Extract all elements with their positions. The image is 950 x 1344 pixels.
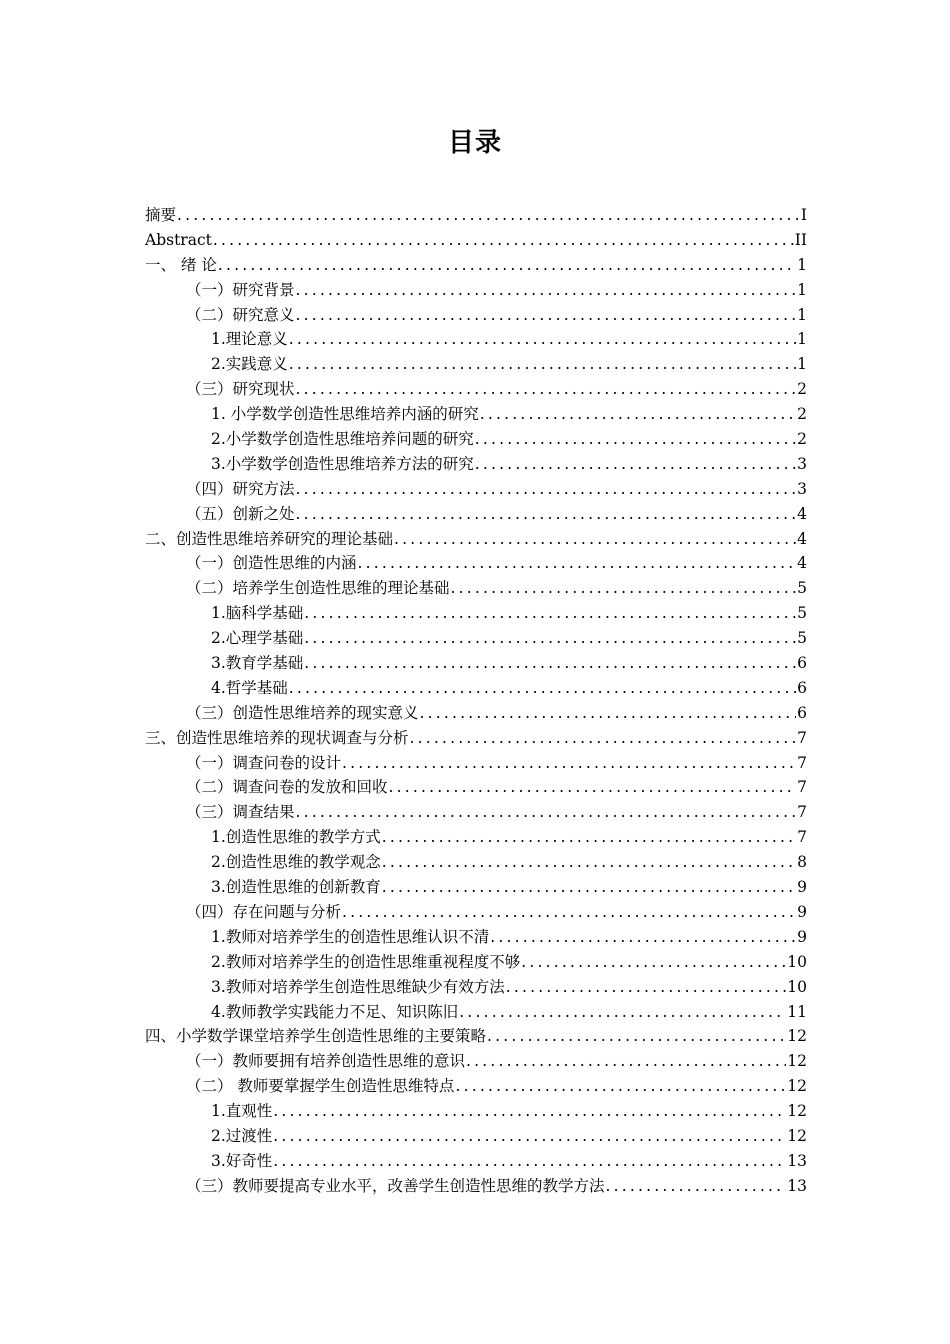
toc-dot-leader: [475, 452, 796, 477]
toc-entry-label: （二） 教师要掌握学生创造性思维特点: [186, 1077, 455, 1096]
toc-entry-page-number: 1: [797, 330, 807, 349]
toc-entry-page-number: 12: [787, 1052, 807, 1071]
toc-entry-label: （三）调查结果: [186, 803, 295, 822]
toc-entry-page-number: I: [800, 206, 807, 224]
toc-entry-page-number: 1: [797, 355, 807, 374]
toc-dot-leader: [273, 1124, 786, 1149]
toc-entry-page-number: 9: [797, 927, 807, 946]
toc-dot-leader: [382, 875, 796, 900]
toc-entry[interactable]: [145, 825, 807, 850]
toc-entry[interactable]: [145, 427, 807, 452]
toc-entry[interactable]: [145, 601, 807, 626]
toc-entry-label: 2.心理学基础: [211, 629, 304, 648]
toc-entry-label: 1. 小学数学创造性思维培养内涵的研究: [211, 405, 479, 424]
toc-dot-leader: [521, 950, 786, 975]
toc-entry-page-number: 9: [797, 902, 807, 921]
toc-entry[interactable]: [145, 751, 807, 776]
toc-entry-label: 3.教师对培养学生创造性思维缺少有效方法: [211, 977, 505, 996]
toc-dot-leader: [304, 601, 796, 626]
toc-entry-page-number: 7: [797, 753, 807, 772]
toc-dot-leader: [342, 751, 796, 776]
toc-dot-leader: [506, 975, 786, 1000]
toc-entry-label: （二）调查问卷的发放和回收: [186, 778, 388, 797]
toc-entry-label: （一）创造性思维的内涵: [186, 554, 357, 573]
toc-entry-label: 一、 绪 论: [145, 255, 217, 274]
toc-entry-page-number: 7: [797, 728, 807, 747]
toc-entry-page-number: 9: [797, 878, 807, 897]
toc-entry[interactable]: [145, 551, 807, 576]
toc-dot-leader: [289, 327, 796, 352]
toc-entry[interactable]: [145, 278, 807, 303]
toc-entry-page-number: 2: [797, 405, 807, 424]
toc-entry[interactable]: [145, 203, 807, 228]
toc-entry-label: 2.实践意义: [211, 355, 288, 374]
toc-entry-label: （三）创造性思维培养的现实意义: [186, 703, 419, 722]
toc-dot-leader: [296, 303, 797, 328]
toc-dot-leader: [455, 1074, 786, 1099]
toc-dot-leader: [459, 1000, 786, 1025]
toc-entry[interactable]: [145, 800, 807, 825]
toc-entry-label: （五）创新之处: [186, 504, 295, 523]
toc-entry-page-number: 6: [797, 678, 807, 697]
toc-entry-page-number: 2: [797, 430, 807, 449]
toc-entry-label: 2.小学数学创造性思维培养问题的研究: [211, 430, 474, 449]
toc-dot-leader: [342, 900, 796, 925]
toc-dot-leader: [296, 377, 797, 402]
toc-entry-page-number: 12: [787, 1027, 807, 1046]
toc-entry-label: 2.教师对培养学生的创造性思维重视程度不够: [211, 952, 521, 971]
toc-entry-label: （二）研究意义: [186, 305, 295, 324]
toc-dot-leader: [296, 278, 797, 303]
toc-entry[interactable]: [145, 576, 807, 601]
toc-dot-leader: [177, 203, 800, 228]
toc-entry-label: 1.教师对培养学生的创造性思维认识不清: [211, 927, 490, 946]
toc-entry-page-number: 7: [797, 778, 807, 797]
toc-entry-page-number: 4: [797, 529, 807, 548]
toc-entry-label: 3.创造性思维的创新教育: [211, 878, 381, 897]
toc-entry-page-number: 6: [797, 654, 807, 673]
toc-entry-label: 3.教育学基础: [211, 654, 304, 673]
toc-entry[interactable]: [145, 1074, 807, 1099]
toc-entry[interactable]: [145, 352, 807, 377]
toc-entry-page-number: 10: [787, 977, 807, 996]
toc-entry-page-number: 7: [797, 828, 807, 847]
toc-dot-leader: [382, 825, 796, 850]
toc-entry-label: 1.直观性: [211, 1102, 273, 1121]
toc-entry-label: （一）教师要拥有培养创造性思维的意识: [186, 1052, 466, 1071]
toc-entry-label: 4.哲学基础: [211, 678, 288, 697]
toc-dot-leader: [451, 576, 797, 601]
toc-entry-label: （三）教师要提高专业水平，改善学生创造性思维的教学方法: [186, 1176, 605, 1195]
toc-entry[interactable]: [145, 726, 807, 751]
page-title: 目录: [447, 128, 502, 158]
toc-dot-leader: [490, 925, 796, 950]
toc-entry-page-number: 11: [787, 1002, 807, 1021]
toc-entry-page-number: 2: [797, 380, 807, 399]
toc-entry-label: 3.好奇性: [211, 1151, 273, 1170]
toc-dot-leader: [213, 228, 794, 253]
toc-dot-leader: [218, 253, 796, 278]
toc-entry-label: 1.理论意义: [211, 330, 288, 349]
toc-entry-label: 1.创造性思维的教学方式: [211, 828, 381, 847]
toc-entry-page-number: 3: [797, 479, 807, 498]
toc-entry[interactable]: [145, 1024, 807, 1049]
toc-entry-label: （三）研究现状: [186, 380, 295, 399]
toc-entry[interactable]: [145, 1124, 807, 1149]
toc-dot-leader: [394, 527, 796, 552]
toc-entry-label: （四）研究方法: [186, 479, 295, 498]
toc-entry-label: （四）存在问题与分析: [186, 902, 342, 921]
toc-entry-label: （一）调查问卷的设计: [186, 753, 342, 772]
toc-dot-leader: [475, 427, 796, 452]
toc-entry-page-number: 12: [787, 1077, 807, 1096]
toc-entry[interactable]: [145, 900, 807, 925]
toc-entry-label: 三、创造性思维培养的现状调查与分析: [145, 728, 409, 747]
toc-entry[interactable]: [145, 228, 807, 253]
toc-entry-page-number: 5: [797, 579, 807, 598]
toc-dot-leader: [273, 1099, 786, 1124]
toc-entry-label: 3.小学数学创造性思维培养方法的研究: [211, 454, 474, 473]
toc-dot-leader: [273, 1149, 786, 1174]
toc-entry-page-number: 5: [797, 604, 807, 623]
toc-entry-page-number: 1: [797, 255, 807, 274]
toc-entry-page-number: 4: [797, 554, 807, 573]
toc-entry-label: Abstract: [145, 230, 212, 249]
toc-entry-page-number: 6: [797, 703, 807, 722]
toc-entry-page-number: 1: [797, 305, 807, 324]
toc-entry[interactable]: [145, 303, 807, 328]
toc-dot-leader: [358, 551, 797, 576]
toc-entry[interactable]: [145, 402, 807, 427]
toc-entry[interactable]: [145, 1000, 807, 1025]
toc-dot-leader: [410, 726, 797, 751]
toc-dot-leader: [382, 850, 796, 875]
toc-entry-page-number: 13: [787, 1176, 807, 1195]
toc-entry[interactable]: [145, 701, 807, 726]
toc-entry-page-number: 12: [787, 1102, 807, 1121]
toc-dot-leader: [289, 352, 796, 377]
toc-entry[interactable]: [145, 775, 807, 800]
toc-entry[interactable]: [145, 975, 807, 1000]
toc-entry[interactable]: [145, 850, 807, 875]
toc-entry[interactable]: [145, 1099, 807, 1124]
toc-entry-page-number: 1: [797, 280, 807, 299]
toc-entry[interactable]: [145, 651, 807, 676]
toc-entry-label: 4.教师教学实践能力不足、知识陈旧: [211, 1002, 459, 1021]
toc-entry-label: 四、小学数学课堂培养学生创造性思维的主要策略: [145, 1027, 487, 1046]
toc-entry[interactable]: [145, 1049, 807, 1074]
toc-entry[interactable]: [145, 327, 807, 352]
toc-dot-leader: [487, 1024, 786, 1049]
toc-entry[interactable]: [145, 253, 807, 278]
toc-dot-leader: [304, 626, 796, 651]
toc-entry[interactable]: [145, 1149, 807, 1174]
toc-dot-leader: [389, 775, 797, 800]
toc-entry[interactable]: [145, 527, 807, 552]
toc-dot-leader: [480, 402, 796, 427]
toc-entry-label: 2.过渡性: [211, 1126, 273, 1145]
toc-dot-leader: [606, 1174, 787, 1199]
toc-entry-label: 1.脑科学基础: [211, 604, 304, 623]
toc-entry-label: （二）培养学生创造性思维的理论基础: [186, 579, 450, 598]
toc-dot-leader: [466, 1049, 786, 1074]
toc-entry[interactable]: [145, 502, 807, 527]
table-of-contents: [145, 203, 807, 1199]
toc-entry-label: （一）研究背景: [186, 280, 295, 299]
toc-entry-label: 二、创造性思维培养研究的理论基础: [145, 529, 394, 548]
toc-dot-leader: [420, 701, 797, 726]
toc-entry-page-number: 13: [787, 1151, 807, 1170]
toc-entry[interactable]: [145, 377, 807, 402]
toc-entry[interactable]: [145, 452, 807, 477]
toc-entry-page-number: 12: [787, 1126, 807, 1145]
toc-entry[interactable]: [145, 925, 807, 950]
toc-dot-leader: [296, 502, 797, 527]
toc-entry-page-number: 3: [797, 454, 807, 473]
toc-entry[interactable]: [145, 477, 807, 502]
toc-entry-page-number: 4: [797, 504, 807, 523]
toc-dot-leader: [289, 676, 796, 701]
toc-dot-leader: [296, 800, 797, 825]
toc-entry[interactable]: [145, 626, 807, 651]
toc-entry-label: 2.创造性思维的教学观念: [211, 853, 381, 872]
toc-entry-page-number: 7: [797, 803, 807, 822]
toc-entry[interactable]: [145, 1174, 807, 1199]
toc-entry-label: 摘要: [145, 206, 177, 224]
toc-entry-page-number: 5: [797, 629, 807, 648]
toc-entry[interactable]: [145, 676, 807, 701]
toc-entry-page-number: II: [794, 230, 807, 249]
toc-entry[interactable]: [145, 950, 807, 975]
toc-entry-page-number: 8: [797, 853, 807, 872]
toc-entry[interactable]: [145, 875, 807, 900]
toc-entry-page-number: 10: [787, 952, 807, 971]
toc-dot-leader: [304, 651, 796, 676]
toc-dot-leader: [296, 477, 797, 502]
